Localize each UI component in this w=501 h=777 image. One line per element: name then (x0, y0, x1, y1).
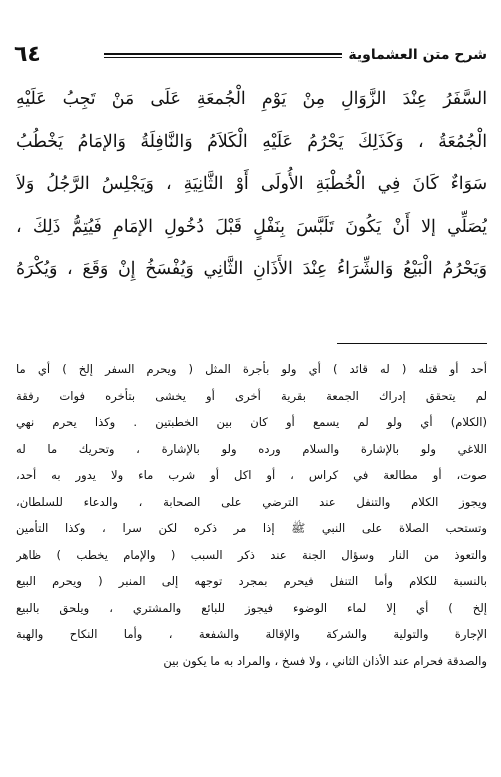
footnote-line: إلخ ) أي إلا لماء الوضوء فيجوز للبائع والمشتري ، ويلحق بالبيع (16, 600, 487, 615)
footnote-line: ويجوز الكلام والتنفل عند الترضي على الصحابة ، والدعاء للسلطان، (16, 494, 487, 509)
main-text-line: الْجُمُعَةُ ، وَكَذَلِكَ يَحْرُمُ عَلَيْهِ الْكَلاَمُ وَالنَّافِلَةُ وَالإمَامُ يَخْطُبُ (16, 131, 487, 152)
footnote-line: أحد أو قتله ( له قائد ) أي ولو بأجرة المثل ( ويحرم السفر إلخ ) أي ما (16, 362, 487, 376)
footnote-separator (337, 343, 487, 344)
main-text-line: سَوَاءٌ كَانَ فِي الْخُطْبَةِ الأُولَى أَوْ الثَّانِيَةِ ، وَيَجْلِسُ الرَّجُلُ وَلاَ (16, 174, 487, 194)
running-title: شرح متن العشماوية (348, 47, 487, 63)
page-number: ٦٤ (14, 42, 41, 67)
main-text-line: وَيَحْرُمُ الْبَيْعُ وَالشِّرَاءُ عِنْدَ الأَذَانِ الثَّانِي وَيُفْسَخُ إِنْ وَقَعَ ، وَيُكْرَهُ (16, 259, 487, 279)
footnote-line: بالنسبة للكلام وأما التنفل فيحرم بمجرد توجهه إلى المنبر ( ويحرم البيع (16, 574, 487, 588)
footnote-line: والصدقة فحرام عند الأذان الثاني ، ولا فسخ ، والمراد به ما يكون بين (163, 653, 487, 668)
main-text-line: يُصَلِّي إلا أَنْ يَكُونَ تَلَبَّسَ بِنَفْلٍ قَبْلَ دُخُولِ الإمَامِ فَيُتِمُّ ذَلِكَ ، (16, 216, 487, 237)
footnote-line: والتعوذ من النار وسؤال الجنة عند ذكر السبب ( والإمام يخطب ) ظاهر (16, 547, 487, 562)
footnote-line: لم يتحقق إدراك الجمعة بقرية أخرى أو يخشى بتأخره فوات رفقة (16, 388, 487, 403)
page-header (14, 40, 487, 74)
main-text (16, 78, 487, 291)
main-text-line: السَّفَرُ عِنْدَ الزَّوَالِ مِنْ يَوْمِ الْجُمعَةِ عَلَى مَنْ تَجِبُ عَلَيْهِ (16, 89, 487, 109)
footnote-line: اللاغي ولو بالإشارة والسلام ورده ولو بالإشارة ، وتحريك ما له (16, 441, 487, 456)
footnote-line: وتستحب الصلاة على النبي ﷺ إذا مر ذكره لكن سرا ، وكذا التأمين (16, 521, 487, 535)
footnotes (16, 356, 487, 674)
footnote-line: الإجارة والتولية والشركة والإقالة والشفعة ، وأما النكاح والهبة (16, 627, 487, 641)
footnote-line: (الكلام) أي ولو لم يسمع أو كان بين الخطبتين . وكذا يحرم نهي (16, 415, 487, 429)
header-rule (104, 53, 342, 58)
footnote-line: صوت، أو مطالعة في كراس ، أو اكل أو شرب ماء ولا يدور به أحد، (16, 468, 487, 482)
